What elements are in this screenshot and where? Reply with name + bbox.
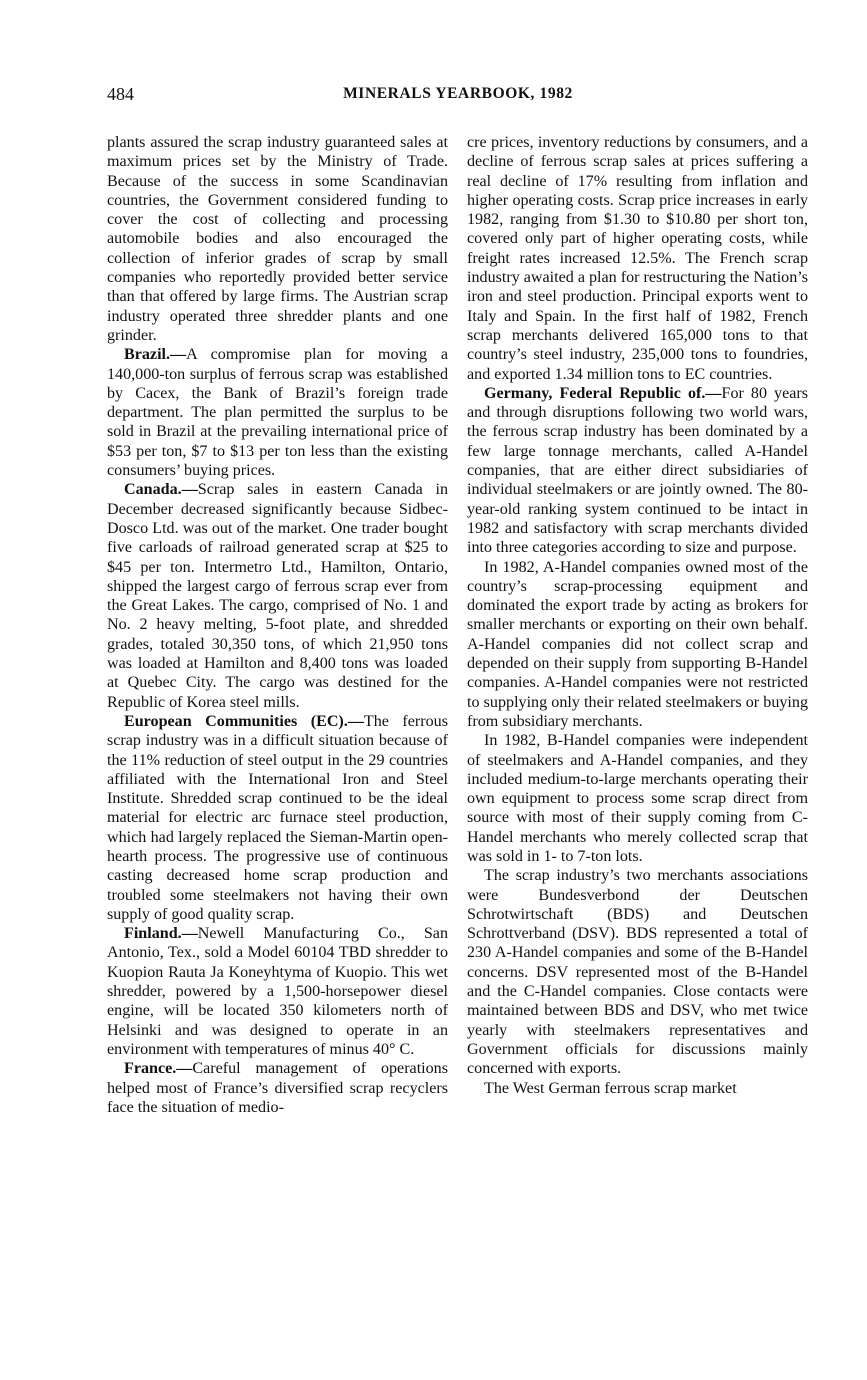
paragraph-text: In 1982, B-Handel companies were independent of steelmakers and A-Handel companies, and they included medium-to-large merchants operating their own equipment to process some scrap direct from source with most of their supply coming from C-Handel merchants who merely collected scrap that was sold in 1- to 7-ton lots.	[467, 732, 808, 865]
section-heading-germany: Germany, Federal Republic of.—	[484, 384, 722, 402]
paragraph-text: cre prices, inventory reductions by consumers, and a decline of ferrous scrap sales at prices suffering a real decline of 17% resulting from inflation and higher operating costs. Scrap price increases in early 1982, ranging from $1.30 to $10.80 per short ton, covered only part of higher operating costs, while freight rates increased 12.5%. The French scrap industry awaited a plan for restructuring the Nation’s iron and steel production. Principal exports went to Italy and Spain. In the first half of 1982, French scrap merchants delivered 165,000 tons to that country’s steel industry, 235,000 tons to foundries, and exported 1.34 million tons to EC countries.	[467, 134, 809, 383]
paragraph-brazil	[107, 345, 448, 480]
paragraph-european-communities	[107, 712, 448, 924]
paragraph-text: For 80 years and through disruptions following two world wars, the ferrous scrap industry has been dominated by a few large tonnage merchants, called A-Handel companies, that are either direct subsidiaries of individual steelmakers or are jointly owned. The 80-year-old ranking system continued to be intact in 1982 and satisfactory with scrap merchants divided into three categories according to size and purpose.	[467, 384, 809, 557]
paragraph-west-german-market	[467, 1079, 808, 1098]
page-number: 484	[107, 84, 134, 104]
section-heading-canada: Canada.—	[124, 481, 198, 499]
paragraph-b-handel	[467, 731, 808, 866]
paragraph-text: The West German ferrous scrap market	[484, 1079, 737, 1097]
paragraph-canada	[107, 480, 448, 712]
section-heading-european-communities: European Communities (EC).—	[124, 712, 364, 730]
paragraph-text: plants assured the scrap industry guaranteed sales at maximum prices set by the Ministry of Trade. Because of the success in some Scandinavian countries, the Government considered funding to cover the cost of collecting and processing automobile bodies and also encouraged the collection of inferior grades of scrap by small companies who reportedly provided better service than that offered by large firms. The Austrian scrap industry operated three shredder plants and one grinder.	[107, 134, 448, 344]
section-heading-finland: Finland.—	[124, 925, 198, 943]
section-heading-france: France.—	[124, 1060, 193, 1078]
running-title: MINERALS YEARBOOK, 1982	[343, 85, 573, 102]
section-heading-brazil: Brazil.—	[124, 346, 187, 364]
left-column	[107, 133, 448, 1117]
paragraph-text: Careful management of operations helped most of France’s diversified scrap recyclers face the situation of medio-	[107, 1060, 448, 1116]
paragraph-a-handel	[467, 558, 808, 732]
paragraph-finland	[107, 924, 448, 1059]
right-column	[467, 133, 808, 1098]
paragraph-associations	[467, 866, 808, 1078]
paragraph-text: In 1982, A-Handel companies owned most of the country’s scrap-processing equipment and dominated the export trade by acting as brokers for smaller merchants or exporting on their own behalf. A-Handel companies did not collect scrap and depended on their supply from supporting B-Handel companies. A-Handel companies were not restricted to supplying only their related steelmakers or buying from subsidiary merchants.	[467, 558, 808, 730]
paragraph-text: A compromise plan for moving a 140,000-ton surplus of ferrous scrap was established by Cacex, the Bank of Brazil’s foreign trade department. The plan permitted the surplus to be sold in Brazil at the prevailing international price of $53 per ton, $7 to $13 per ton less than the existing consumers’ buying prices.	[107, 346, 448, 480]
paragraph-text: The ferrous scrap industry was in a difficult situation because of the 11% reduction of steel output in the 29 countries affiliated with the International Iron and Steel Institute. Shredded scrap continued to be the ideal material for electric arc furnace steel production, which had largely replaced the Sieman-Martin open-hearth process. The progressive use of continuous casting decreased home scrap production and troubled some steelmakers not having their own supply of good quality scrap.	[107, 712, 448, 923]
paragraph-austria-continued	[107, 133, 448, 345]
paragraph-text: Newell Manufacturing Co., San Antonio, Tex., sold a Model 60104 TBD shredder to Kuopion Rauta Ja Koneyhtyma of Kuopio. This wet shredder, powered by a 1,500-horsepower diesel engine, will be located 350 kilometers north of Helsinki and was designed to operate in an environment with temperatures of minus 40° C.	[107, 925, 448, 1058]
page-header	[107, 84, 809, 108]
paragraph-france	[107, 1059, 448, 1117]
paragraph-text: The scrap industry’s two merchants associations were Bundesverbond der Deutschen Schrotwirtschaft (BDS) and Deutschen Schrottverband (DSV). BDS represented a total of 230 A-Handel companies and some of the B-Handel concerns. DSV represented most of the B-Handel and the C-Handel companies. Close contacts were maintained between BDS and DSV, who met twice yearly with steelmakers representatives and Government officials for discussions mainly concerned with exports.	[467, 867, 808, 1078]
paragraph-germany	[467, 384, 808, 558]
paragraph-france-continued	[467, 133, 808, 384]
paragraph-text: Scrap sales in eastern Canada in December decreased significantly because Sidbec-Dosco Ltd. was out of the market. One trader bought five carloads of railroad generated scrap at $25 to $45 per ton. Intermetro Ltd., Hamilton, Ontario, shipped the largest cargo of ferrous scrap ever from the Great Lakes. The cargo, comprised of No. 1 and No. 2 heavy melting, 5-foot plate, and shredded grades, totaled 30,350 tons, of which 21,950 tons was loaded at Hamilton and 8,400 tons was loaded at Quebec City. The cargo was destined for the Republic of Korea steel mills.	[107, 481, 448, 711]
